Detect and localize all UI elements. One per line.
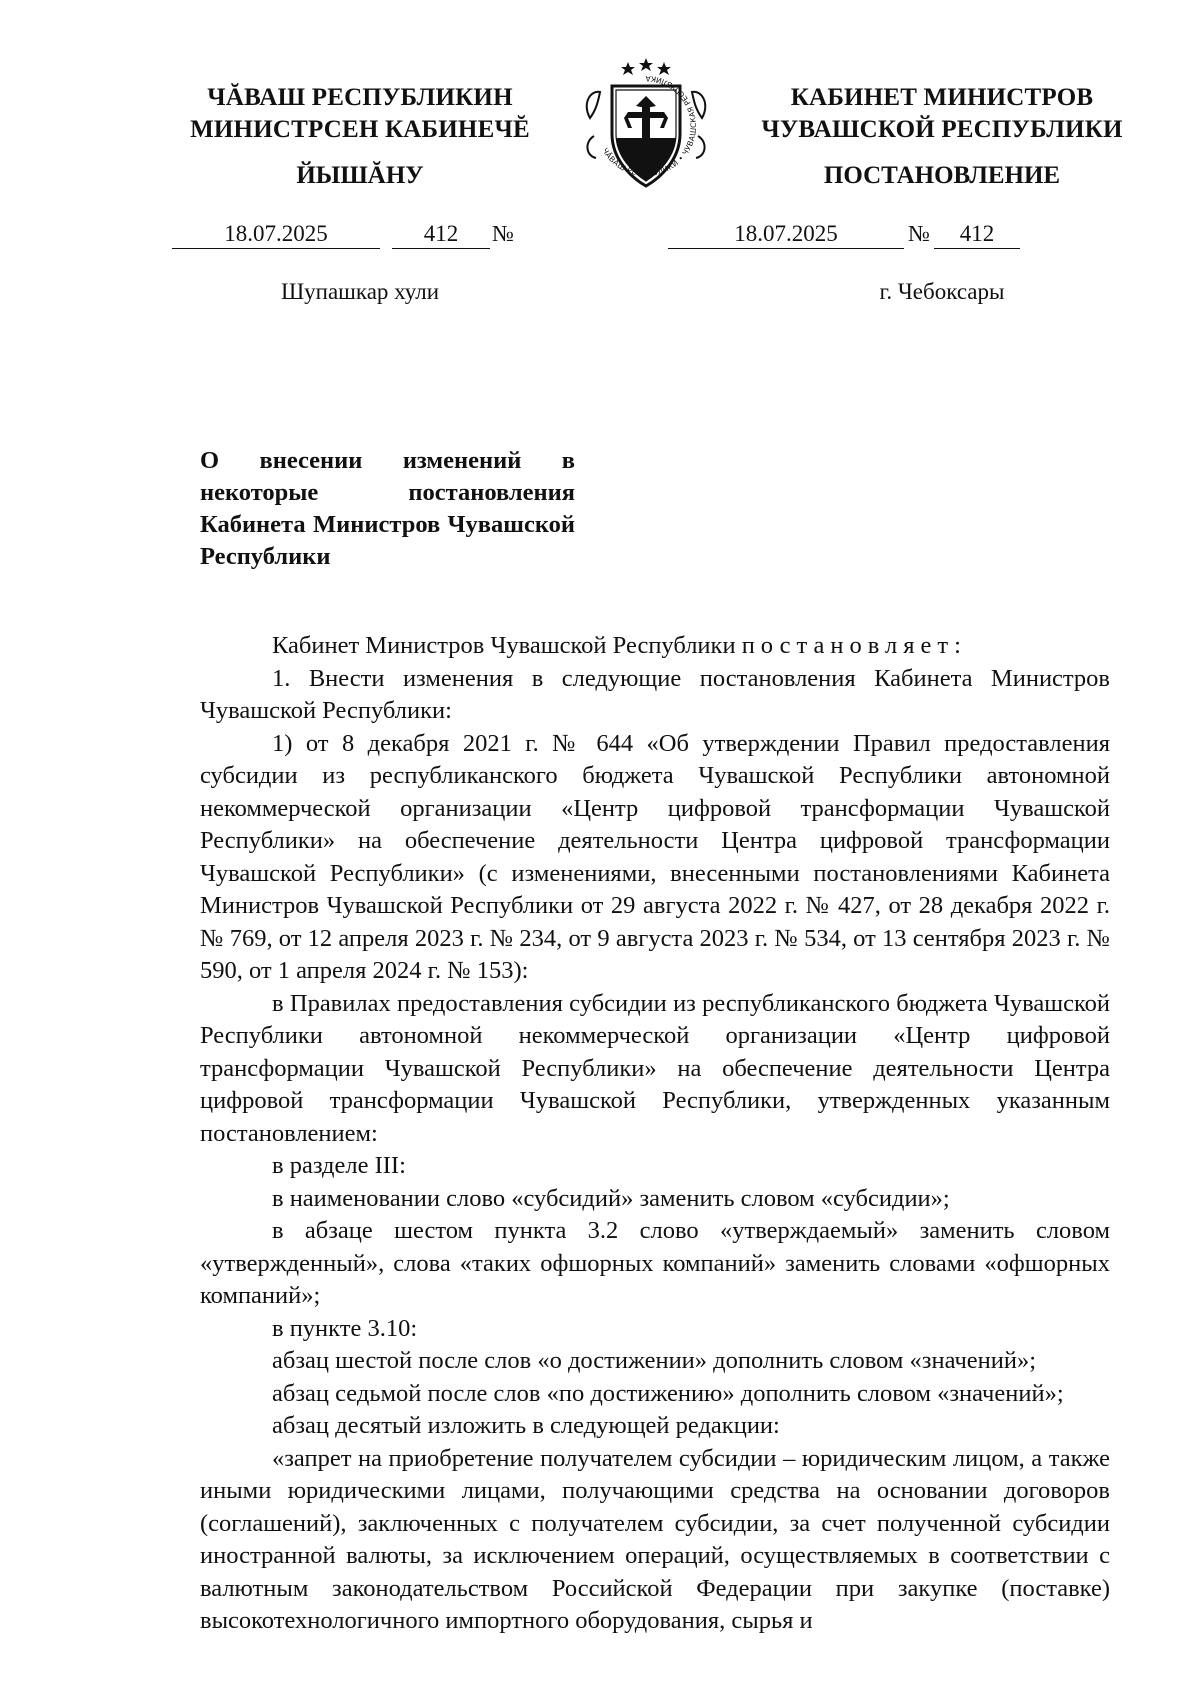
left-number: 412 bbox=[392, 220, 490, 249]
intro-prefix: Кабинет Министров Чувашской Республики bbox=[272, 632, 742, 659]
body-paragraph: абзац шестой после слов «о достижении» дополнить словом «значений»; bbox=[272, 1347, 1037, 1374]
left-title-line-2: МИНИСТРСЕН КАБИНЕЧĔ bbox=[190, 116, 530, 143]
body-paragraph: 1) от 8 декабря 2021 г. № 644 «Об утверждении Правил предоставления субсидии из республиканского бюджета Чувашской Республики автономной некоммерческой организации «Центр цифровой трансформации Чувашской Республики» на обеспечение деятельности Центра цифровой трансформации Чувашской Республики» (с изменениями, внесенными постановлениями Кабинета Министров Чувашской Республики от 29 августа 2022 г. № 427, от 28 декабря 2022 г. № 769, от 12 апреля 2023 г. № 234, от 9 августа 2023 г. № 534, от 13 сентября 2023 г. № 590, от 1 апреля 2024 г. № 153): bbox=[200, 729, 1110, 984]
body-paragraph: абзац десятый изложить в следующей редакции: bbox=[272, 1412, 780, 1439]
right-date: 18.07.2025 bbox=[668, 220, 904, 249]
body-paragraph: в Правилах предоставления субсидии из республиканского бюджета Чувашской Республики автономной некоммерческой организации «Центр цифровой трансформации Чувашской Республики» на обеспечение деятельности Центра цифровой трансформации Чувашской Республики, утвержденных указанным постановлением: bbox=[200, 989, 1110, 1147]
right-title-line-1: КАБИНЕТ МИНИСТРОВ bbox=[790, 84, 1094, 111]
intro-paragraph bbox=[200, 630, 1110, 663]
left-number-line bbox=[0, 220, 600, 250]
intro-spaced: постановляет: bbox=[741, 632, 967, 659]
left-header-title bbox=[170, 82, 550, 146]
right-number: 412 bbox=[934, 220, 1020, 249]
place-left: Шупашкар хули bbox=[280, 279, 440, 304]
right-number-line bbox=[600, 220, 1200, 250]
left-number-sign: № bbox=[492, 221, 514, 246]
body-paragraph: в наименовании слово «субсидий» заменить словом «субсидии»; bbox=[272, 1184, 950, 1212]
body-paragraph: в разделе III: bbox=[272, 1152, 406, 1179]
body-paragraph: «запрет на приобретение получателем субсидии – юридическим лицом, а также иными юридическими лицами, получающими средства на основании договоров (соглашений), заключенных с получателем субсидии, за счет полученной субсидии иностранной валюты, за исключением операций, осуществляемых в соответствии с валютным законодательством Российской Федерации при закупке (поставке) высокотехнологичного импортного оборудования, сырья и bbox=[200, 1444, 1110, 1634]
right-title-line-2: ЧУВАШСКОЙ РЕСПУБЛИКИ bbox=[761, 116, 1123, 143]
emblem-ring-text: ЧĂВАШ РЕСПУБЛИКИ • ЧУВАШСКАЯ РЕСПУБЛИКА bbox=[600, 73, 699, 179]
place-right: г. Чебоксары bbox=[879, 279, 1005, 304]
right-header-title bbox=[732, 82, 1152, 146]
right-document-kind: ПОСТАНОВЛЕНИЕ bbox=[823, 162, 1061, 189]
body-paragraph: в абзаце шестом пункта 3.2 слово «утверждаемый» заменить словом «утвержденный», слова «таких офшорных компаний» заменить словами «офшорных компаний»; bbox=[200, 1217, 1110, 1309]
left-document-kind: ЙЫШĂНУ bbox=[296, 162, 424, 189]
body-paragraph: в пункте 3.10: bbox=[272, 1314, 418, 1342]
body-paragraph: абзац седьмой после слов «по достижению» дополнить словом «значений»; bbox=[272, 1379, 1064, 1407]
left-date: 18.07.2025 bbox=[172, 220, 380, 249]
chuvash-coat-of-arms-icon bbox=[576, 56, 716, 196]
body-paragraph: 1. Внести изменения в следующие постановления Кабинета Министров Чувашской Республики: bbox=[200, 664, 1110, 724]
document-body bbox=[200, 630, 1110, 1638]
right-number-sign: № bbox=[908, 221, 930, 246]
left-title-line-1: ЧĂВАШ РЕСПУБЛИКИН bbox=[207, 84, 513, 111]
document-subject: О внесении изменений в некоторые постановления Кабинета Министров Чувашской Республики bbox=[200, 447, 575, 570]
